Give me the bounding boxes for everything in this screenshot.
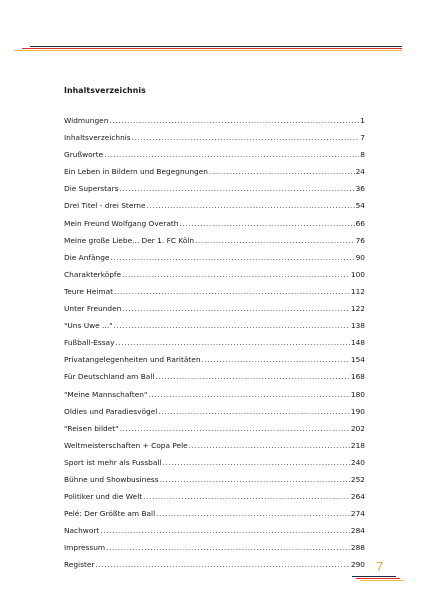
toc-entry-label: Inhaltsverzeichnis xyxy=(64,133,131,143)
toc-entry-page: 8 xyxy=(360,150,365,160)
toc-entry-label: Weltmeisterschaften + Copa Pele xyxy=(64,440,188,450)
toc-leader-dots xyxy=(163,458,350,467)
toc-entry-page: 148 xyxy=(350,338,365,348)
toc-entry-label: "Reisen bildet" xyxy=(64,423,119,433)
toc-entry[interactable] xyxy=(64,201,365,218)
toc-entry-page: 7 xyxy=(360,133,365,143)
toc-entry-page: 190 xyxy=(350,406,365,416)
toc-entry[interactable] xyxy=(64,372,365,389)
toc-entry[interactable] xyxy=(64,270,365,287)
toc-entry-label: Drei Titel - drei Sterne xyxy=(64,201,146,211)
toc-entry[interactable] xyxy=(64,133,365,150)
toc-heading: Inhaltsverzeichnis xyxy=(64,86,146,95)
toc-entry[interactable] xyxy=(64,236,365,253)
toc-leader-dots xyxy=(120,424,350,433)
header-rule-red xyxy=(22,48,402,49)
toc-leader-dots xyxy=(147,201,355,210)
toc-entry-label: Politiker und die Welt xyxy=(64,492,143,502)
toc-entry[interactable] xyxy=(64,458,365,475)
toc-entry[interactable] xyxy=(64,407,365,424)
toc-entry-label: "Uns Uwe ..." xyxy=(64,321,113,331)
toc-entry-page: 54 xyxy=(355,201,365,211)
toc-entry-page: 90 xyxy=(355,252,365,262)
toc-entry[interactable] xyxy=(64,287,365,304)
toc-entry-label: Ein Leben in Bildern und Begegnungen xyxy=(64,167,208,177)
toc-entry[interactable] xyxy=(64,150,365,167)
toc-leader-dots xyxy=(209,167,355,176)
toc-entry-label: Meine große Liebe... Der 1. FC Köln xyxy=(64,235,195,245)
toc-entry-label: Mein Freund Wolfgang Overath xyxy=(64,218,179,228)
toc-entry[interactable] xyxy=(64,167,365,184)
footer-rule-navy xyxy=(352,576,396,577)
toc-entry-page: 202 xyxy=(350,423,365,433)
toc-leader-dots xyxy=(155,372,349,381)
toc-entry[interactable] xyxy=(64,219,365,236)
toc-entry-label: Nachwort xyxy=(64,526,100,536)
toc-leader-dots xyxy=(106,543,350,552)
toc-leader-dots xyxy=(132,133,360,142)
toc-leader-dots xyxy=(100,526,350,535)
toc-entry-page: 24 xyxy=(355,167,365,177)
toc-entry-page: 154 xyxy=(350,355,365,365)
toc-entry-label: Unter Freunden xyxy=(64,304,122,314)
toc-entry-page: 36 xyxy=(355,184,365,194)
toc-leader-dots xyxy=(156,509,350,518)
toc-entry-page: 218 xyxy=(350,440,365,450)
toc-entry-label: Fußball-Essay xyxy=(64,338,115,348)
toc-entry-page: 122 xyxy=(350,304,365,314)
toc-entry-label: Sport ist mehr als Fussball xyxy=(64,457,162,467)
toc-entry-page: 100 xyxy=(350,269,365,279)
toc-entry[interactable] xyxy=(64,253,365,270)
header-rule-gold xyxy=(14,50,402,51)
toc-entry[interactable] xyxy=(64,338,365,355)
toc-entry-label: Oldies und Paradiesvögel xyxy=(64,406,158,416)
toc-entry-label: Für Deutschland am Ball xyxy=(64,372,155,382)
toc-entry-label: Charakterköpfe xyxy=(64,269,122,279)
toc-entry-label: Impressum xyxy=(64,543,106,553)
toc-leader-dots xyxy=(189,441,350,450)
toc-entry-label: Bühne und Showbusiness xyxy=(64,474,159,484)
toc-entry[interactable] xyxy=(64,321,365,338)
toc-entry-label: Privatangelegenheiten und Raritäten xyxy=(64,355,201,365)
toc-entry-page: 138 xyxy=(350,321,365,331)
toc-entry[interactable] xyxy=(64,390,365,407)
toc-entry-page: 288 xyxy=(350,543,365,553)
toc-entry-label: Register xyxy=(64,560,95,570)
toc-entry-page: 168 xyxy=(350,372,365,382)
toc-entry-label: Widmungen xyxy=(64,116,109,125)
toc-entry-page: 284 xyxy=(350,526,365,536)
toc-entry-label: Pelé: Der Größte am Ball xyxy=(64,509,156,519)
toc-leader-dots xyxy=(95,560,349,569)
toc-entry[interactable] xyxy=(64,509,365,526)
toc-leader-dots xyxy=(109,116,359,125)
toc-entry-label: Grußworte xyxy=(64,150,104,160)
toc-leader-dots xyxy=(122,270,350,279)
toc-entry[interactable] xyxy=(64,304,365,321)
toc-entry[interactable] xyxy=(64,355,365,372)
footer-rule-gold xyxy=(360,580,404,581)
toc-entry-page: 180 xyxy=(350,389,365,399)
toc-entry[interactable] xyxy=(64,424,365,441)
toc-entry-label: Teure Heimat xyxy=(64,286,114,296)
toc-entry[interactable] xyxy=(64,116,365,133)
toc-entry[interactable] xyxy=(64,543,365,560)
toc-entry-page: 1 xyxy=(360,116,365,125)
toc-leader-dots xyxy=(115,338,349,347)
toc-leader-dots xyxy=(195,236,355,245)
toc-entry-page: 66 xyxy=(355,218,365,228)
toc-leader-dots xyxy=(143,492,350,501)
toc-leader-dots xyxy=(114,321,350,330)
page-number: 7 xyxy=(376,559,384,574)
toc-leader-dots xyxy=(104,150,359,159)
toc-leader-dots xyxy=(148,390,350,399)
toc-entry[interactable] xyxy=(64,475,365,492)
toc-list xyxy=(64,116,365,578)
toc-leader-dots xyxy=(119,184,354,193)
header-rule-navy xyxy=(30,46,402,47)
toc-entry-page: 252 xyxy=(350,474,365,484)
toc-entry[interactable] xyxy=(64,560,365,577)
toc-leader-dots xyxy=(160,475,350,484)
toc-leader-dots xyxy=(114,287,350,296)
toc-leader-dots xyxy=(158,407,350,416)
toc-entry-page: 240 xyxy=(350,457,365,467)
toc-leader-dots xyxy=(202,355,350,364)
toc-entry[interactable] xyxy=(64,441,365,458)
toc-entry-label: Die Superstars xyxy=(64,184,119,194)
toc-leader-dots xyxy=(179,219,354,228)
toc-entry-page: 76 xyxy=(355,235,365,245)
toc-entry-page: 274 xyxy=(350,509,365,519)
toc-entry-page: 290 xyxy=(350,560,365,570)
toc-leader-dots xyxy=(110,253,354,262)
toc-entry-label: "Meine Mannschaften" xyxy=(64,389,148,399)
toc-entry[interactable] xyxy=(64,492,365,509)
toc-entry[interactable] xyxy=(64,526,365,543)
footer-rule-red xyxy=(356,578,400,579)
toc-entry-page: 264 xyxy=(350,492,365,502)
toc-entry-label: Die Anfänge xyxy=(64,252,110,262)
toc-entry-page: 112 xyxy=(350,286,365,296)
toc-leader-dots xyxy=(122,304,350,313)
toc-entry[interactable] xyxy=(64,184,365,201)
